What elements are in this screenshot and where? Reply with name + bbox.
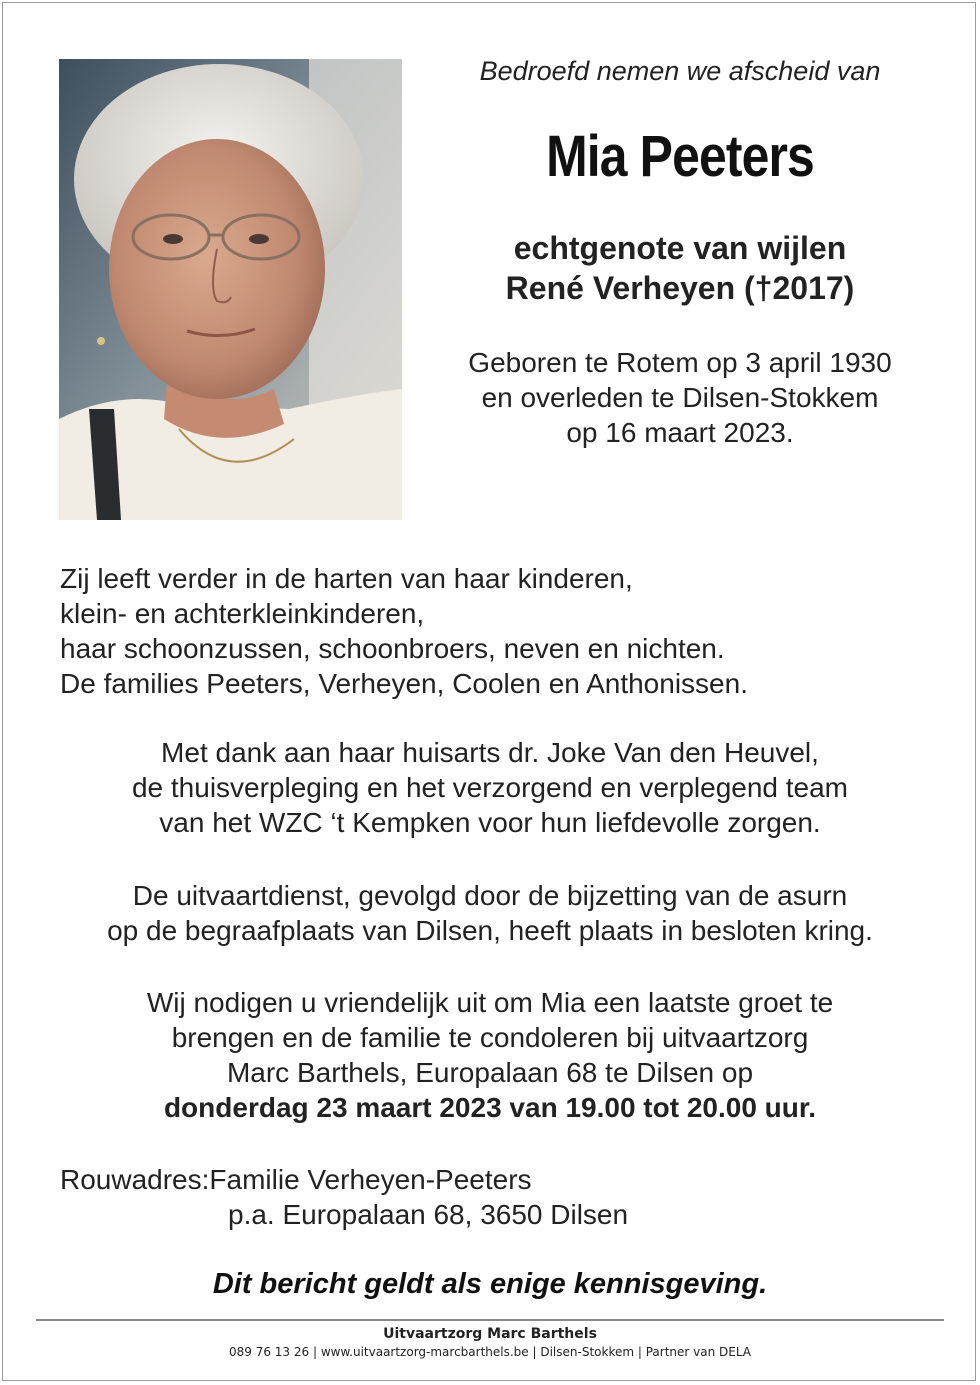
footer-company: Uitvaartzorg Marc Barthels [383, 1326, 597, 1342]
thanks-line: de thuisverpleging en het verzorgend en verplegend team [131, 772, 849, 803]
mourning-address [60, 1162, 940, 1232]
invite-line: Wij nodigen u vriendelijk uit om Mia een laatste groet te [146, 987, 834, 1018]
spouse-info [420, 228, 940, 308]
invite-date: donderdag 23 maart 2023 van 19.00 tot 20.00 uur. [163, 1092, 817, 1123]
spouse-line-1: echtgenote van wijlen [513, 230, 847, 266]
service-paragraph [40, 878, 940, 948]
thanks-paragraph [40, 735, 940, 840]
footer-contact: 089 76 13 26 | www.uitvaartzorg-marcbarthels.be | Dilsen-Stokkem | Partner van DELA [228, 1345, 752, 1359]
spouse-line-2: René Verheyen (†2017) [505, 270, 855, 306]
service-line: De uitvaartdienst, gevolgd door de bijzetting van de asurn [132, 880, 848, 911]
intro-text: Bedroefd nemen we afscheid van [479, 56, 881, 86]
portrait-illustration [59, 59, 402, 520]
address-line-1: Rouwadres:Familie Verheyen-Peeters [60, 1164, 532, 1195]
survivors-paragraph [60, 561, 940, 701]
invitation-paragraph [40, 985, 940, 1125]
survivors-line: De families Peeters, Verheyen, Coolen en Anthonissen. [60, 668, 748, 699]
notice-text: Dit bericht geldt als enige kennisgeving. [212, 1268, 768, 1300]
life-line-3: op 16 maart 2023. [566, 417, 794, 448]
portrait-photo [59, 59, 402, 520]
survivors-line: Zij leeft verder in de harten van haar kinderen, [60, 563, 633, 594]
deceased-name: Mia Peeters [546, 124, 814, 189]
life-line-1: Geboren te Rotem op 3 april 1930 [468, 347, 892, 378]
thanks-line: Met dank aan haar huisarts dr. Joke Van den Heuvel, [161, 737, 819, 768]
life-line-2: en overleden te Dilsen-Stokkem [481, 382, 879, 413]
birth-death-info [420, 345, 940, 450]
thanks-line: van het WZC ‘t Kempken voor hun liefdevolle zorgen. [159, 807, 821, 838]
invite-line: Marc Barthels, Europalaan 68 te Dilsen op [226, 1057, 754, 1088]
address-line-2: p.a. Europalaan 68, 3650 Dilsen [228, 1199, 629, 1230]
survivors-line: haar schoonzussen, schoonbroers, neven en nichten. [60, 633, 725, 664]
invite-line: brengen en de familie te condoleren bij uitvaartzorg [171, 1022, 809, 1053]
footer-divider [36, 1319, 944, 1321]
service-line: op de begraafplaats van Dilsen, heeft plaats in besloten kring. [107, 915, 873, 946]
survivors-line: klein- en achterkleinkinderen, [60, 598, 425, 629]
